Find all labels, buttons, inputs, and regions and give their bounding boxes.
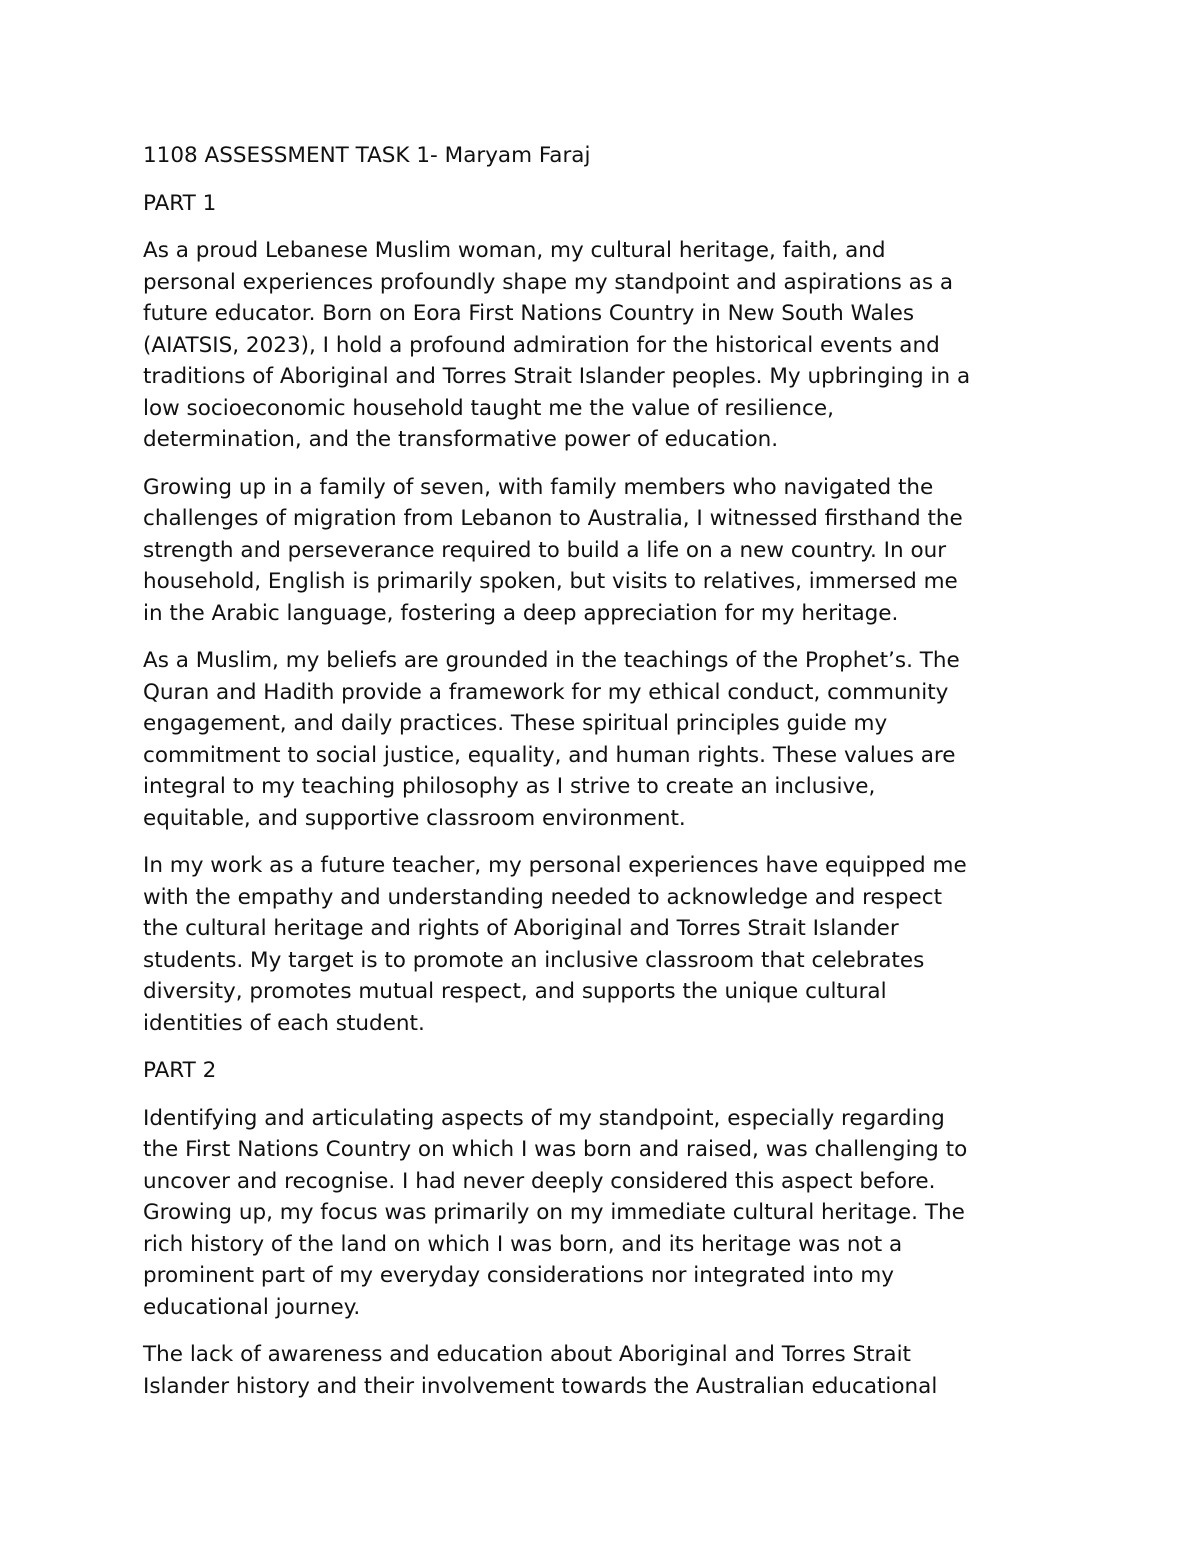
part-1-heading: PART 1 bbox=[143, 190, 217, 216]
text-line: prominent part of my everyday considerations nor integrated into my bbox=[143, 1263, 895, 1288]
text-line: As a Muslim, my beliefs are grounded in the teachings of the Prophet’s. The bbox=[143, 648, 960, 673]
text-line: challenges of migration from Lebanon to Australia, I witnessed firsthand the bbox=[143, 506, 963, 531]
text-line: the cultural heritage and rights of Aboriginal and Torres Strait Islander bbox=[143, 916, 899, 941]
text-line: students. My target is to promote an inclusive classroom that celebrates bbox=[143, 947, 925, 973]
body-paragraph bbox=[143, 645, 1063, 834]
text-line: Identifying and articulating aspects of my standpoint, especially regarding bbox=[143, 1105, 945, 1131]
text-line: personal experiences profoundly shape my standpoint and aspirations as a bbox=[143, 269, 954, 295]
text-line: engagement, and daily practices. These spiritual principles guide my bbox=[143, 711, 888, 736]
text-line: As a proud Lebanese Muslim woman, my cultural heritage, faith, and bbox=[143, 238, 886, 263]
text-line: in the Arabic language, fostering a deep appreciation for my heritage. bbox=[143, 600, 899, 626]
text-line: integral to my teaching philosophy as I strive to create an inclusive, bbox=[143, 774, 876, 799]
text-line: future educator. Born on Eora First Nations Country in New South Wales bbox=[143, 301, 915, 326]
text-line: The lack of awareness and education about Aboriginal and Torres Strait bbox=[143, 1342, 911, 1367]
text-line: commitment to social justice, equality, and human rights. These values are bbox=[143, 742, 956, 768]
text-line: (AIATSIS, 2023), I hold a profound admiration for the historical events and bbox=[143, 332, 940, 358]
text-line: with the empathy and understanding needed to acknowledge and respect bbox=[143, 884, 943, 910]
body-paragraph bbox=[143, 1339, 1063, 1402]
body-paragraph bbox=[143, 1103, 1063, 1324]
text-line: Quran and Hadith provide a framework for my ethical conduct, community bbox=[143, 679, 949, 705]
text-line: Growing up in a family of seven, with family members who navigated the bbox=[143, 474, 934, 500]
text-line: In my work as a future teacher, my personal experiences have equipped me bbox=[143, 853, 967, 878]
text-line: diversity, promotes mutual respect, and supports the unique cultural bbox=[143, 979, 887, 1004]
body-paragraph bbox=[143, 472, 1063, 630]
part-2-section bbox=[143, 1103, 1063, 1403]
text-line: educational journey. bbox=[143, 1294, 361, 1320]
text-line: uncover and recognise. I had never deeply considered this aspect before. bbox=[143, 1168, 936, 1194]
document-title: 1108 ASSESSMENT TASK 1- Maryam Faraj bbox=[143, 143, 591, 168]
text-line: rich history of the land on which I was born, and its heritage was not a bbox=[143, 1231, 903, 1257]
part-1-section bbox=[143, 235, 1063, 1039]
text-line: low socioeconomic household taught me the value of resilience, bbox=[143, 395, 834, 421]
body-paragraph bbox=[143, 235, 1063, 456]
text-line: identities of each student. bbox=[143, 1010, 425, 1036]
text-line: Growing up, my focus was primarily on my immediate cultural heritage. The bbox=[143, 1200, 965, 1225]
text-line: household, English is primarily spoken, but visits to relatives, immersed me bbox=[143, 569, 958, 594]
text-line: Islander history and their involvement towards the Australian educational bbox=[143, 1373, 938, 1399]
text-line: the First Nations Country on which I was born and raised, was challenging to bbox=[143, 1137, 968, 1162]
text-line: equitable, and supportive classroom environment. bbox=[143, 805, 686, 831]
text-line: strength and perseverance required to build a life on a new country. In our bbox=[143, 537, 947, 563]
document-body bbox=[143, 140, 1063, 1418]
part-2-heading: PART 2 bbox=[143, 1058, 217, 1083]
body-paragraph bbox=[143, 850, 1063, 1039]
text-line: traditions of Aboriginal and Torres Strait Islander peoples. My upbringing in a bbox=[143, 364, 971, 389]
text-line: determination, and the transformative power of education. bbox=[143, 427, 779, 452]
